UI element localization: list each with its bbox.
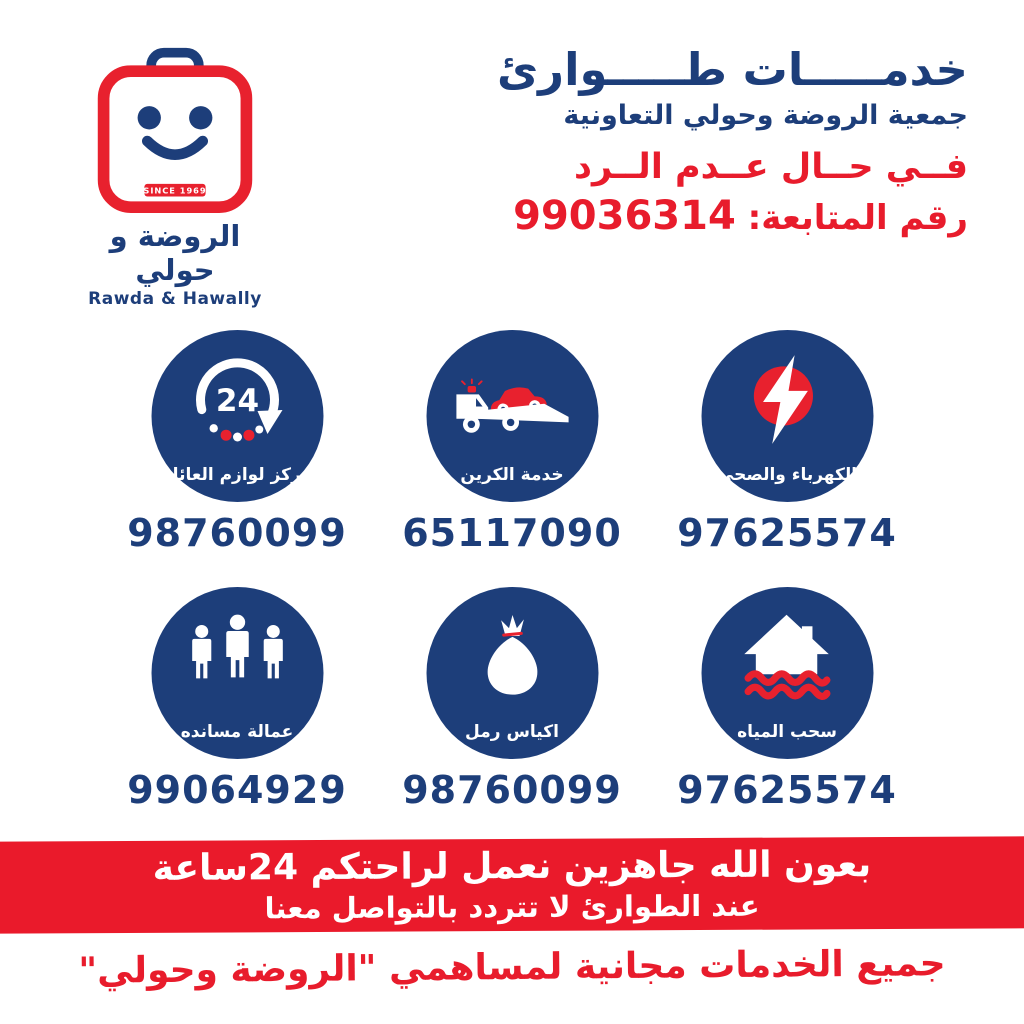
no-answer-line: فــي حــال عــدم الــرد <box>574 146 968 187</box>
service-circle <box>426 330 598 502</box>
service-circle <box>151 330 323 502</box>
service-water-pumping <box>650 587 925 812</box>
lightning-icon <box>736 349 838 451</box>
service-label: خدمة الكرين <box>460 465 564 485</box>
free-services-note: جميع الخدمات مجانية لمساهمي "الروضة وحولي" <box>78 943 946 992</box>
since-text: SINCE 1969 <box>143 185 207 196</box>
svg-text:24: 24 <box>215 382 259 419</box>
service-label: سحب المياه <box>737 722 837 742</box>
service-family-supplies <box>100 330 375 555</box>
page-title: خدمـــــات طـــــوارئ <box>496 43 968 96</box>
followup-label: رقم المتابعة: <box>747 197 968 238</box>
followup-number: 99036314 <box>513 192 736 239</box>
service-support-workers <box>100 587 375 812</box>
sand-bags-icon <box>468 608 556 706</box>
service-label: اكياس رمل <box>465 722 559 742</box>
service-phone: 98760099 <box>127 511 347 555</box>
services-grid <box>100 330 925 812</box>
header <box>497 44 968 239</box>
followup-line <box>497 193 968 239</box>
service-crane <box>375 330 650 555</box>
rawda-hawally-logo <box>66 40 284 309</box>
service-phone: 99064929 <box>127 768 347 812</box>
logo-name-arabic: الروضة و حولي <box>109 219 241 287</box>
service-electricity-plumbing <box>650 330 925 555</box>
service-phone: 97625574 <box>677 511 897 555</box>
smiling-briefcase-logo-icon <box>90 40 260 215</box>
left-eye <box>138 106 161 129</box>
service-label: الكهرباء والصحي <box>716 465 858 485</box>
water-pumping-icon <box>733 609 841 705</box>
tow-truck-icon <box>450 357 574 443</box>
service-phone: 98760099 <box>402 768 622 812</box>
service-phone: 65117090 <box>402 511 622 555</box>
service-circle <box>701 587 873 759</box>
banner-line-2: عند الطوارئ لا تتردد بالتواصل معنا <box>264 889 760 926</box>
service-circle <box>151 587 323 759</box>
service-phone: 97625574 <box>677 768 897 812</box>
service-circle <box>426 587 598 759</box>
support-workers-icon <box>180 610 294 704</box>
service-label: مركز لوازم العائلة <box>161 465 313 485</box>
24-hours-icon <box>187 350 287 450</box>
service-sand-bags <box>375 587 650 812</box>
availability-banner <box>0 836 1024 933</box>
banner-line-1: بعون الله جاهزين نعمل لراحتكم 24ساعة <box>152 844 872 890</box>
right-eye <box>189 106 212 129</box>
service-label: عمالة مسانده <box>180 722 294 742</box>
society-name: جمعية الروضة وحولي التعاونية <box>563 99 968 131</box>
logo-name-english: Rawda & Hawally <box>88 289 262 309</box>
service-circle <box>701 330 873 502</box>
